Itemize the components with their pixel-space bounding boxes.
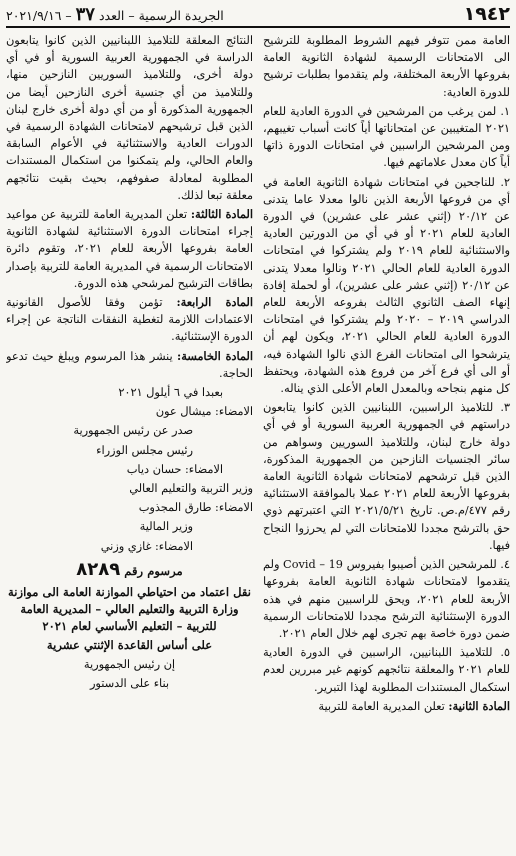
gazette-name: الجريدة الرسمية – العدد xyxy=(98,7,224,23)
page-number: ١٩٤٢ xyxy=(463,3,510,25)
issue-date: – ٢٠٢١/٩/١٦ xyxy=(6,7,72,23)
signature-finance-minister: الامضاء: غازي وزني xyxy=(100,539,193,553)
issue-number: ٣٧ xyxy=(75,3,95,25)
paragraph: ٤. للمرشحين الذين أصيبوا بفيروس Covid – 19 ولم يتقدموا لامتحانات شهادة الثانوية العامة بفروعها الأربعة للعام ٢٠٢١، ويحق للراسبين منهم في هذه الدورة الإستثنائية الترشح مجددا للامتحانات الرسمية ضمن دورة خاصة بهم تجرى لهم خلال العام ٢٠٢١. xyxy=(263,558,510,640)
decree-heading xyxy=(6,558,253,580)
article-three xyxy=(6,206,253,292)
decree-number: ٨٢٨٩ xyxy=(76,558,121,580)
article-label: المادة الثانية: xyxy=(448,698,510,713)
article-text: تعلن المديرية العامة للتربية عن مواعيد إجراء امتحانات الدورة الاستثنائية لشهادة الثانوية العامة بفروعها الأربعة للعام ٢٠٢١، وتقوم دائرة الامتحانات الرسمية في المديرية العامة للتربية بإصدار بطاقات الترشيح لمرشحي هذه الدورة. xyxy=(6,208,253,290)
signature-date: بعبدا في ٦ أيلول ٢٠٢١ xyxy=(118,386,223,400)
right-column xyxy=(263,32,510,852)
article-text: تؤمن وفقا للأصول القانونية الاعتمادات اللازمة لتغطية النفقات الناتجة عن إجراء الدورة الإستثنائية. xyxy=(6,296,253,344)
paragraph: ٢. للناجحين في امتحانات شهادة الثانوية العامة في أي من فروعها الأربعة الذين نالوا معدلا عاما يتدنى عن ٢٠/١٢ (إثني عشر على عشرين) في الدورة العادية للعام ٢٠٢١ أو في أي من الدورتين العادية والاستثنائية للعام ٢٠١٩ ولم يشتركوا في امتحانات الدورة العادية للعام الحالي ٢٠٢١ ونالوا معدلا يتدنى عن ٢٠/١٢ (إثني عشر على عشرين)، أو لحملة إفادة إنهاء الصف الثانوي الثالث بفروعه الأربعة للعام الدراسي ٢٠١٩ – ٢٠٢٠ ولم يشتركوا في امتحانات الدورة العادية للعام الحالي ٢٠٢١، ويكون لهم أن يترشحوا الى امتحانات الفرع الذي نالوا الشهادة فيه، أو الى أي فرع آخر من فروع هذه الشهادة، ويحتفظ كل منهم بنجاحه وبالمعدل العام الأعلى الذي يناله. xyxy=(263,175,510,396)
paragraph: ٣. للتلاميذ الراسبين، اللبنانيين الذين كانوا يتابعون دراستهم في الجمهورية العربية السورية أو في أي دولة خارج لبنان، وللتلاميذ السوريين وسواهم من سائر الجنسيات النازحين من الجمهورية المذكورة، الذين قبل ترشحهم لامتحانات شهادة الثانوية العامة بفروعها الأربعة للعام ٢٠٢١ عملا بالموافقة الاستثنائية رقم ٤٧٧/م.ص. تاريخ ٢٠٢١/٥/٢١ التي اعتبرتهم ذوي حق بالترشح مجددا للامتحانات التي لم يحرزوا النجاح فيها. xyxy=(263,401,510,552)
signature-president: الامضاء: ميشال عون xyxy=(155,405,253,419)
finance-minister-title: وزير المالية xyxy=(139,520,193,534)
decree-basis: على أساس القاعدة الإثنتي عشرية xyxy=(46,637,213,652)
article-label: المادة الخامسة: xyxy=(177,348,253,363)
decree-title: نقل اعتماد من احتياطي الموازنة العامة الى موازنة وزارة التربية والتعليم العالي – المديرية العامة للتربية – التعليم الأساسي لعام ٢٠٢١ xyxy=(8,584,251,633)
constitution-line: بناء على الدستور xyxy=(89,677,170,691)
article-label: المادة الرابعة: xyxy=(176,295,253,310)
decree-label: مرسوم رقم xyxy=(124,563,183,578)
paragraph: النتائج المعلقة للتلاميذ اللبنانيين الذين كانوا يتابعون الدراسة في الجمهورية العربية السورية أو في أي دولة أخرى، وللتلاميذ السوريين النازحين منها، وللتلاميذ من أي جنسية أخرى النازحين أيضا من الجمهورية المذكورة أو من أي دولة أخرى خارج لبنان الذين قبل ترشيحهم لامتحانات الشهادة الرسمية في الدورات العادية والاستثنائية في الأعوام السابقة والعام الحالي، ولم يتمكنوا من استكمال المستندات المطلوبة لمعادلة صفوفهم، بحيث بقيت نتائجهم معلقة تبعا لذلك. xyxy=(6,34,253,202)
article-text: ينشر هذا المرسوم ويبلغ حيث تدعو الحاجة. xyxy=(6,349,253,380)
signature-education-minister: الامضاء: طارق المجذوب xyxy=(138,501,253,515)
signature-pm: الامضاء: حسان دياب xyxy=(126,462,223,476)
article-text: تعلن المديرية العامة للتربية xyxy=(318,699,445,713)
article-four xyxy=(6,294,253,346)
paragraph: ٥. للتلاميذ اللبنانيين، الراسبين في الدورة العادية للعام ٢٠٢١ والمعلقة نتائجهم كونهم غير مبررين لعدم استكمال المستندات المطلوبة لهذا التبرير. xyxy=(263,646,510,694)
pm-title: رئيس مجلس الوزراء xyxy=(96,443,193,457)
education-minister-title: وزير التربية والتعليم العالي xyxy=(129,482,253,496)
article-five xyxy=(6,348,253,382)
paragraph: العامة ممن تتوفر فيهم الشروط المطلوبة للترشيح الى الامتحانات الرسمية لشهادة الثانوية العامة بفروعها الأربعة المختلفة، ولم يتقدموا بطلبات ترشيح للدورة العادية: xyxy=(263,34,510,99)
left-column xyxy=(6,32,253,852)
article-two xyxy=(263,698,510,715)
paragraph: ١. لمن يرغب من المرشحين في الدورة العادية للعام ٢٠٢١ المتغيبين عن امتحاناتها أياً كانت أسباب تغيبهم، ومن المرشحين الراسبين في امتحانات الدورة ذاتها أياً كان معدل علاماتهم فيها. xyxy=(263,104,510,170)
page-columns xyxy=(6,32,510,852)
issued-by: صدر عن رئيس الجمهورية xyxy=(73,424,193,438)
article-label: المادة الثالثة: xyxy=(190,207,253,222)
president-line: إن رئيس الجمهورية xyxy=(83,657,176,671)
gazette-header xyxy=(6,2,510,28)
issue-info xyxy=(6,4,224,25)
